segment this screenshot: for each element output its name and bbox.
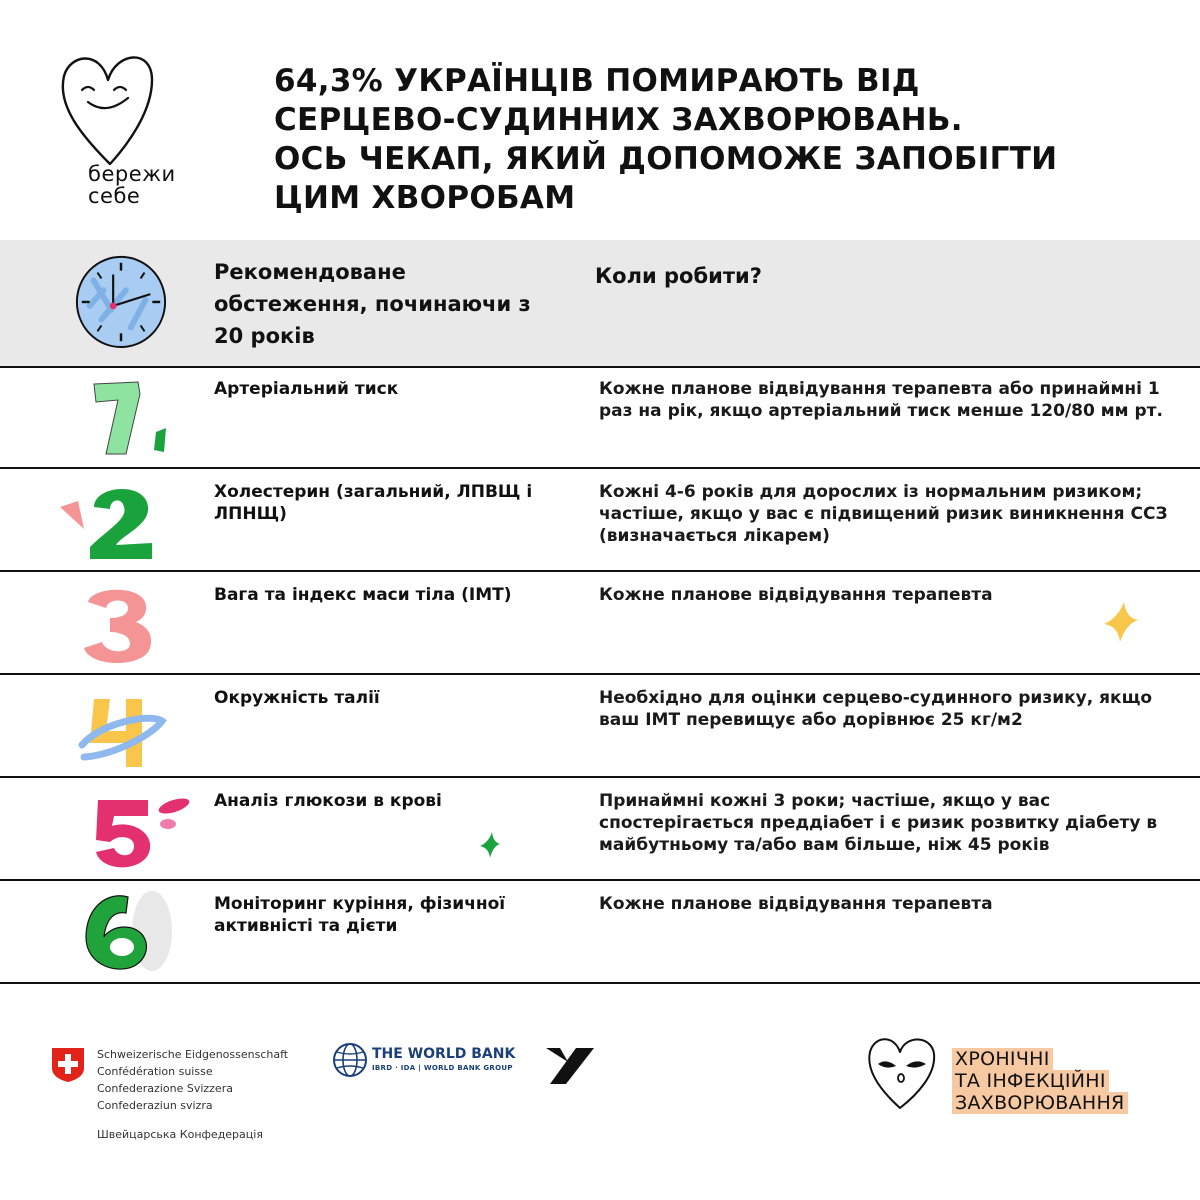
- category-line-3: ЗАХВОРЮВАННЯ: [952, 1092, 1128, 1114]
- test-frequency: Принаймні кожні 3 роки; частіше, якщо у вас спостерігається преддіабет і є ризик розвитку діабету в майбутньому та/або вам більше, ніж 45 років: [599, 791, 1158, 855]
- table-row: [0, 778, 1200, 881]
- number-4-icon: [60, 679, 190, 771]
- test-frequency: Кожне планове відвідування терапевта або принаймні 1 раз на рік, якщо артеріальний тиск менше 120/80 мм рт.: [599, 379, 1163, 421]
- column-header-test: Рекомендоване обстеження, починаючи з 20 років: [214, 260, 531, 348]
- swiss-line-rm: Confederaziun svizra: [97, 1099, 213, 1112]
- column-header-when: Коли робити?: [595, 264, 762, 288]
- page-title: [274, 62, 1154, 218]
- headline-line-2: СЕРЦЕВО-СУДИННИХ ЗАХВОРЮВАНЬ.: [274, 102, 963, 138]
- headline-line-3: ОСЬ ЧЕКАП, ЯКИЙ ДОПОМОЖЕ ЗАПОБІГТИ: [274, 141, 1058, 177]
- test-name: Холестерин (загальний, ЛПВЩ і ЛПНЩ): [214, 482, 533, 524]
- category-line-1: ХРОНІЧНІ: [952, 1048, 1053, 1070]
- sparkle-icon: [480, 832, 500, 858]
- world-bank-subtitle: IBRD · IDA | WORLD BANK GROUP: [372, 1064, 513, 1072]
- number-5-icon: [60, 782, 190, 874]
- test-name: Вага та індекс маси тіла (ІМТ): [214, 585, 512, 605]
- globe-icon: [332, 1042, 368, 1078]
- swiss-flag-icon: [50, 1046, 86, 1082]
- test-name: Окружність талії: [214, 688, 380, 708]
- brand-name: [88, 163, 176, 207]
- test-frequency: Кожні 4-6 років для дорослих із нормальним ризиком; частіше, якщо у вас є підвищений ризик виникнення ССЗ (визначається лікарем): [599, 482, 1168, 546]
- brand-line-1: бережи: [88, 162, 176, 186]
- table-header: [0, 240, 1200, 368]
- number-6-icon: [60, 885, 190, 977]
- sparkle-icon: [1104, 602, 1138, 642]
- test-frequency: Кожне планове відвідування терапевта: [599, 585, 993, 605]
- number-3-icon: [60, 576, 190, 668]
- number-1-icon: [60, 370, 190, 462]
- check-slash-logo-icon: [546, 1046, 596, 1086]
- world-bank-logo: [332, 1042, 532, 1082]
- headline-line-4: ЦИМ ХВОРОБАМ: [274, 180, 576, 216]
- test-name: Артеріальний тиск: [214, 379, 399, 399]
- swiss-line-fr: Confédération suisse: [97, 1065, 213, 1078]
- clock-icon: [72, 250, 170, 350]
- test-name: Моніторинг куріння, фізичної активністі та дієти: [214, 894, 506, 936]
- heart-face-icon: [866, 1034, 938, 1112]
- swiss-line-ua: Швейцарська Конфедерація: [97, 1128, 263, 1141]
- headline-line-1: 64,3% УКРАЇНЦІВ ПОМИРАЮТЬ ВІД: [274, 63, 920, 99]
- category-label: [952, 1048, 1128, 1114]
- swiss-line-de: Schweizerische Eidgenossenschaft: [97, 1048, 289, 1061]
- table-row: [0, 881, 1200, 984]
- brand-line-2: себе: [88, 184, 141, 208]
- category-line-2: ТА ІНФЕКЦІЙНІ: [952, 1070, 1109, 1092]
- world-bank-name: THE WORLD BANK: [372, 1046, 516, 1062]
- test-name: Аналіз глюкози в крові: [214, 791, 442, 811]
- table-row: [0, 366, 1200, 469]
- test-frequency: Необхідно для оцінки серцево-судинного ризику, якщо ваш ІМТ перевищує або дорівнює 25 кг/м2: [599, 688, 1153, 730]
- table-row: [0, 469, 1200, 572]
- swiss-line-it: Confederazione Svizzera: [97, 1082, 233, 1095]
- table-row: [0, 572, 1200, 675]
- table-row: [0, 675, 1200, 778]
- number-2-icon: [60, 473, 190, 565]
- test-frequency: Кожне планове відвідування терапевта: [599, 894, 993, 914]
